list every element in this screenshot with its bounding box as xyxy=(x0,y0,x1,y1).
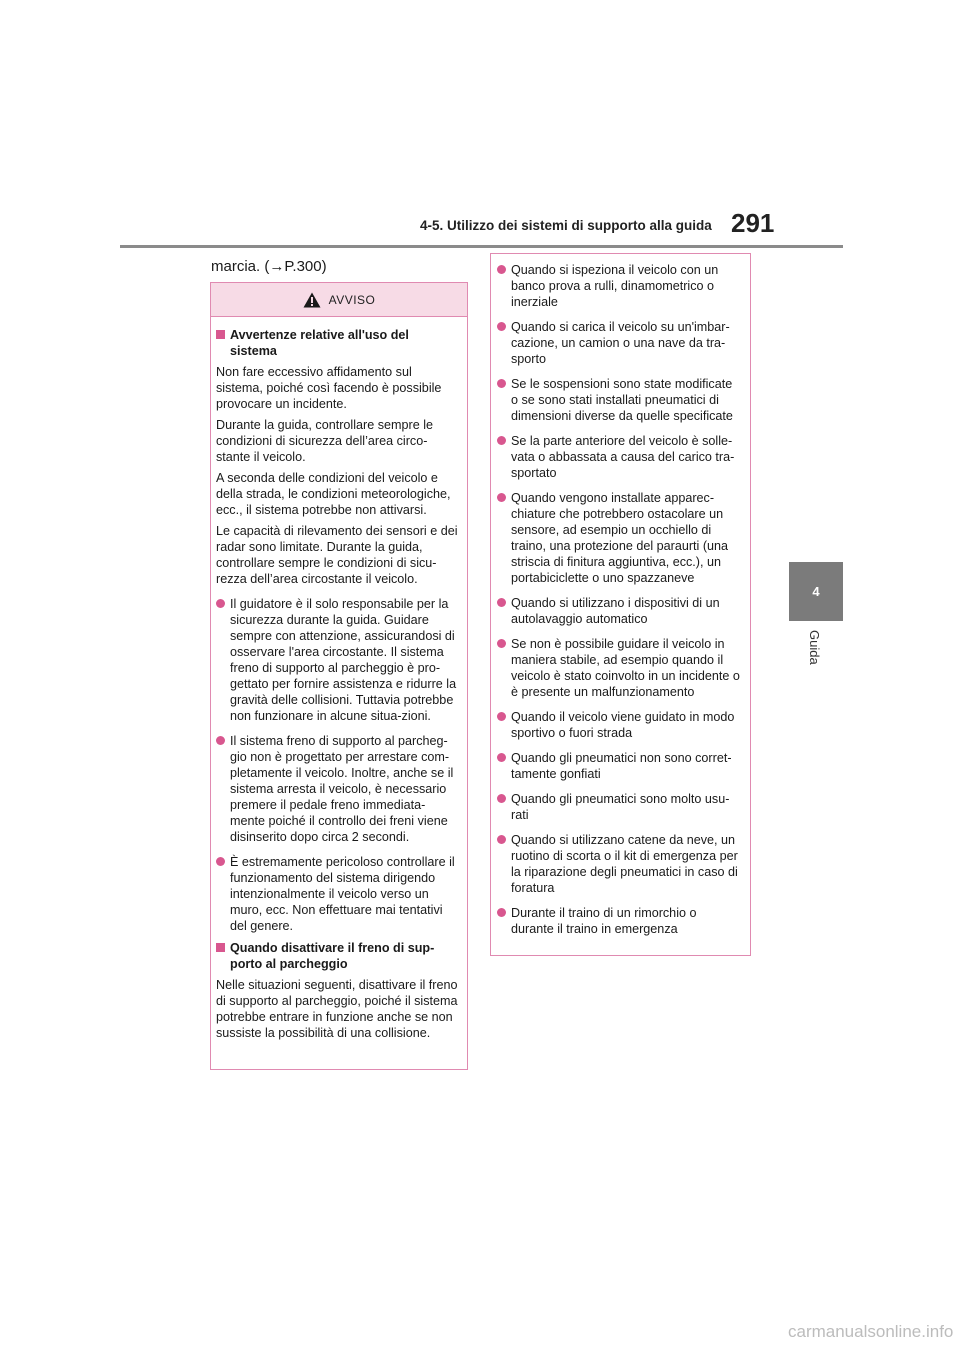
warning-bullet xyxy=(216,854,459,934)
circle-bullet-icon xyxy=(497,794,506,803)
condition-list-item xyxy=(497,319,742,367)
warning-paragraph: Nelle situazioni seguenti, disattivare il freno di supporto al parcheggio, poiché il sistema potrebbe entrare in funzione anche se non sussiste la possibilità di una collisione. xyxy=(216,978,458,1040)
condition-list-item xyxy=(497,433,742,481)
circle-bullet-icon xyxy=(216,736,225,745)
circle-bullet-icon xyxy=(216,599,225,608)
circle-bullet-icon xyxy=(216,857,225,866)
circle-bullet-icon xyxy=(497,908,506,917)
condition-text: Se le sospensioni sono state modificate o se sono stati installati pneumatici di dimensioni diverse da quelle specificate xyxy=(511,377,733,423)
condition-text: Quando vengono installate apparec-chiature che potrebbero ostacolare un sensore, ad esempio un occhiello di traino, una protezione del paraurti (una striscia di finitura aggiuntiva, ecc.), un portabiciclette o uno spazzaneve xyxy=(511,491,729,585)
chapter-tab-label: Guida xyxy=(807,630,822,665)
circle-bullet-icon xyxy=(497,753,506,762)
condition-text: Quando gli pneumatici non sono corret-tamente gonfiati xyxy=(511,751,732,781)
warning-paragraph: Le capacità di rilevamento dei sensori e dei radar sono limitate. Durante la guida, controllare sempre le condizioni di sicu-rezza dell’area circostante il veicolo. xyxy=(216,524,458,586)
condition-text: Quando gli pneumatici sono molto usu-rati xyxy=(511,792,730,822)
condition-text: Quando si utilizzano catene da neve, un ruotino di scorta o il kit di emergenza per la riparazione degli pneumatici in caso di foratura xyxy=(511,833,738,895)
chapter-tab-number: 4 xyxy=(812,584,820,599)
warning-bullet xyxy=(216,733,459,845)
circle-bullet-icon xyxy=(497,322,506,331)
warning-triangle-icon xyxy=(303,292,321,308)
warning-subheading-text: Avvertenze relative all'uso del sistema xyxy=(230,328,409,358)
circle-bullet-icon xyxy=(497,639,506,648)
square-bullet-icon xyxy=(216,943,225,952)
condition-list-item xyxy=(497,791,742,823)
warning-paragraph: Non fare eccessivo affidamento sul sistema, poiché così facendo è possibile provocare un incidente. xyxy=(216,365,442,411)
condition-text: Se la parte anteriore del veicolo è solle-vata o abbassata a causa del carico tra-sportato xyxy=(511,434,735,480)
condition-text: Quando si carica il veicolo su un'imbar-cazione, un camion o una nave da tra-sporto xyxy=(511,320,730,366)
condition-text: Quando il veicolo viene guidato in modo sportivo o fuori strada xyxy=(511,710,735,740)
condition-list-item xyxy=(497,709,742,741)
warning-title: AVVISO xyxy=(328,292,376,307)
circle-bullet-icon xyxy=(497,379,506,388)
warning-box xyxy=(210,282,468,1070)
condition-list-item xyxy=(497,636,742,700)
condition-list-item xyxy=(497,262,742,310)
warning-paragraph: Durante la guida, controllare sempre le condizioni di sicurezza dell’area circo-stante il veicolo. xyxy=(216,418,434,464)
circle-bullet-icon xyxy=(497,265,506,274)
section-title: 4-5. Utilizzo dei sistemi di supporto alla guida xyxy=(420,218,712,233)
watermark: carmanualsonline.info xyxy=(788,1322,954,1341)
warning-bullet xyxy=(216,596,459,724)
condition-list-item xyxy=(497,595,742,627)
warning-body xyxy=(211,317,467,1041)
warning-subheading-text: Quando disattivare il freno di sup-porto al parcheggio xyxy=(230,941,435,971)
circle-bullet-icon xyxy=(497,835,506,844)
condition-text: Quando si ispeziona il veicolo con un banco prova a rulli, dinamometrico o inerziale xyxy=(511,263,719,309)
warning-subheading xyxy=(216,940,459,972)
condition-list-item xyxy=(497,750,742,782)
condition-text: Durante il traino di un rimorchio o durante il traino in emergenza xyxy=(511,906,697,936)
condition-list-item xyxy=(497,376,742,424)
condition-text: Se non è possibile guidare il veicolo in maniera stabile, ad esempio quando il veicolo è stato coinvolto in un incidente o è presente un malfunzionamento xyxy=(511,637,740,699)
page-number: 291 xyxy=(731,208,775,238)
warning-subheading xyxy=(216,327,459,359)
warning-bullet-text: Il sistema freno di supporto al parcheg-gio non è progettato per arrestare com-pletamente il veicolo. Inoltre, anche se il sistema arresta il veicolo, è necessario premere il pedale freno immediata-mente poiché il controllo dei freni viene disinserito dopo circa 2 secondi. xyxy=(230,734,454,844)
condition-list-item xyxy=(497,905,742,937)
circle-bullet-icon xyxy=(497,598,506,607)
chapter-tab[interactable] xyxy=(789,562,843,621)
condition-list-item xyxy=(497,490,742,586)
conditions-list-box xyxy=(490,253,751,956)
warning-header xyxy=(211,283,467,317)
circle-bullet-icon xyxy=(497,493,506,502)
intro-text: marcia. (→P.300) xyxy=(211,258,327,275)
circle-bullet-icon xyxy=(497,712,506,721)
condition-text: Quando si utilizzano i dispositivi di un autolavaggio automatico xyxy=(511,596,720,626)
condition-list-item xyxy=(497,832,742,896)
warning-bullet-text: È estremamente pericoloso controllare il funzionamento del sistema dirigendo intenzionalmente il veicolo verso un muro, ecc. Non effettuare mai tentativi del genere. xyxy=(230,855,455,933)
header-divider xyxy=(120,245,843,248)
circle-bullet-icon xyxy=(497,436,506,445)
warning-paragraph: A seconda delle condizioni del veicolo e della strada, le condizioni meteorologiche, ecc., il sistema potrebbe non attivarsi. xyxy=(216,471,451,517)
square-bullet-icon xyxy=(216,330,225,339)
warning-bullet-text: Il guidatore è il solo responsabile per la sicurezza durante la guida. Guidare sempre con attenzione, assicurandosi di osservare l'area circostante. Il sistema freno di supporto al parcheggio è pro-gettato per fornire assistenza e ridurre la gravità delle collisioni. Tuttavia potrebbe non funzionare in alcune situa-zioni. xyxy=(230,597,457,723)
